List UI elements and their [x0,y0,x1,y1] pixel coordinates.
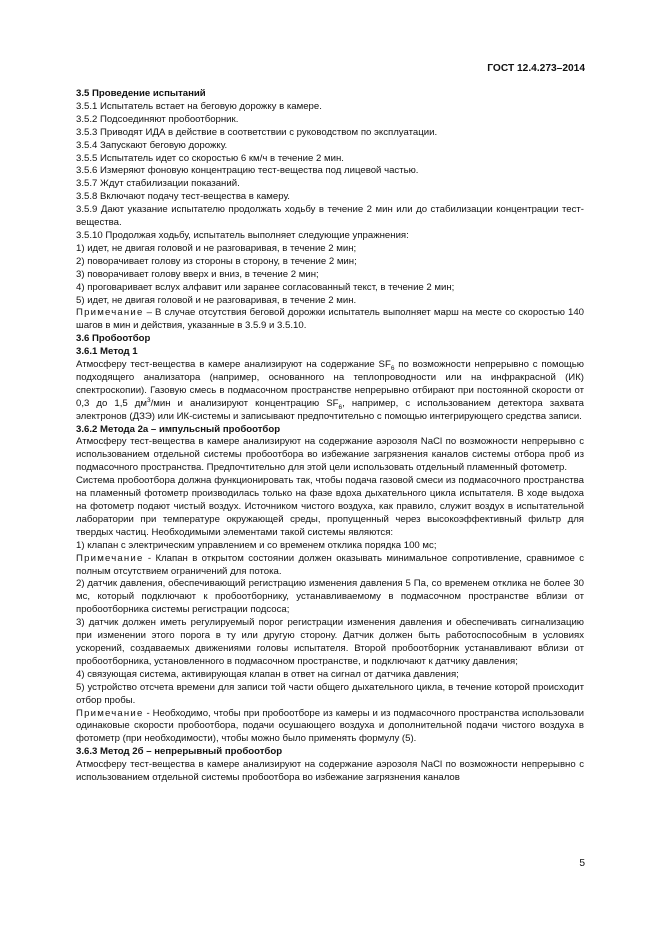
text-run: по возможности непрерывно с помощью подходящего анализатора (например, основанного на теплопроводности или на инфракрасной (ИК) спектроскопии). Газовую смесь в подмасочном пространстве непрерывно отбирают при постоянной скорости от 0,3 до 1,5 дм [76,359,584,409]
method-2a-paragraph-2: Система пробоотбора должна функционировать так, чтобы подача газовой смеси из подмасочного пространства на пламенный фотометр производилась только на фазе вдоха дыхательного цикла испытателя. В ходе выдоха на фотометр подают чистый воздух. Источником чистого воздуха, как правило, служит воздух в испытательной лаборатории при температуре окружающей среды, пропущенный через высокоэффективный фильтр для твердых частиц. Необходимыми элементами такой системы являются: [76,475,584,538]
clause-3-5-1: 3.5.1 Испытатель встает на беговую дорожку в камере. [76,100,322,112]
note-sampling-rates [76,708,584,747]
method-2a-heading: 3.6.2 Метода 2а – импульсный пробоотбор [76,423,281,435]
subscript: 6 [338,403,343,411]
system-element-1: 1) клапан с электрическим управлением и со временем отклика порядка 100 мс; [76,539,437,551]
method-1-heading: 3.6.1 Метод 1 [76,346,138,358]
text-run: Атмосферу тест-вещества в камере анализируют на содержание SF [76,359,391,371]
text-run: /мин и анализируют концентрацию SF [150,397,339,409]
system-element-5: 5) устройство отсчета времени для записи той части общего дыхательного цикла, в течение которой происходит отбор пробы. [76,681,584,706]
system-element-4: 4) связующая система, активирующая клапан в ответ на сигнал от датчика давления; [76,668,459,680]
method-2a-paragraph-1: Атмосферу тест-вещества в камере анализируют на содержание аэрозоля NaCl по возможности непрерывно с использованием отдельной системы пробоотбора во избежание загрязнения каналов системы отбора проб из подмасочного пространства. Предпочтительно для этой цели использовать отдельный пламенный фотометр. [76,436,584,474]
page-content [76,88,584,785]
method-2b-heading: 3.6.3 Метод 2б – непрерывный пробоотбор [76,746,283,758]
page-number: 5 [579,858,585,869]
exercise-item: 2) поворачивает голову из стороны в сторону, в течение 2 мин; [76,255,357,267]
clause-3-5-8: 3.5.8 Включают подачу тест-вещества в камеру. [76,191,290,203]
note-text: – В случае отсутствия беговой дорожки испытатель выполняет марш на месте со скоростью 140 шагов в мин и действия, указанные в 3.5.9 и 3.5.10. [76,307,584,332]
clause-3-5-10: 3.5.10 Продолжая ходьбу, испытатель выполняет следующие упражнения: [76,229,409,241]
section-3-5-heading: 3.5 Проведение испытаний [76,88,206,99]
standard-designation: ГОСТ 12.4.273–2014 [487,63,585,74]
note-3-5 [76,307,584,333]
exercise-item: 1) идет, не двигая головой и не разговаривая, в течение 2 мин; [76,242,357,254]
system-element-3: 3) датчик должен иметь регулируемый порог регистрации изменения давления и обеспечивать сигнализацию при изменении этого порога в ту или другую сторону. Датчик должен быть работоспособным в условиях ускорений, создаваемых движениями головы испытателя. Второй пробоотборник устанавливают вблизи от пробоотборника, установленного в подмасочном пространстве, и подключают к датчику давления; [76,617,584,667]
system-element-2: 2) датчик давления, обеспечивающий регистрацию изменения давления 5 Па, со временем отклика не более 30 мс, который подключают к пробоотборнику, устанавливаемому в подмасочном пространстве вблизи от пробоотборника системы регистрации подсоса; [76,578,584,616]
exercise-item: 3) поворачивает голову вверх и вниз, в течение 2 мин; [76,268,319,280]
text-run: , например, с использованием детектора захвата электронов (ДЗЭ) или ИК-системы и записывают предпочтительно с помощью интегрирующего средства записи. [76,397,584,422]
exercise-item: 5) идет, не двигая головой и не разговаривая, в течение 2 мин. [76,294,357,306]
section-3-6-heading: 3.6 Пробоотбор [76,333,151,345]
note-label: Примечание [76,707,144,719]
subscript: 6 [390,364,395,372]
method-2b-paragraph-1: Атмосферу тест-вещества в камере анализируют на содержание аэрозоля NaCl по возможности непрерывно с использованием отдельной системы пробоотбора во избежание загрязнения каналов [76,759,584,784]
note-text: - Необходимо, чтобы при пробоотборе из камеры и из подмасочного пространства использовали одинаковые скорости пробоотбора, подачи осушающего воздуха и дополнительной подачи чистого воздуха в фотометр (при необходимости), чтобы можно было применять формулу (5). [76,707,584,745]
clause-3-5-3: 3.5.3 Приводят ИДА в действие в соответствии с руководством по эксплуатации. [76,126,438,138]
note-label: Примечание [76,552,144,564]
note-label: Примечание [76,307,144,319]
method-1-paragraph [76,359,584,424]
superscript: 3 [146,396,151,404]
clause-3-5-5: 3.5.5 Испытатель идет со скоростью 6 км/ч в течение 2 мин. [76,152,344,164]
exercise-item: 4) проговаривает вслух алфавит или заранее согласованный текст, в течение 2 мин; [76,281,455,293]
clause-3-5-7: 3.5.7 Ждут стабилизации показаний. [76,178,240,190]
clause-3-5-6: 3.5.6 Измеряют фоновую концентрацию тест-вещества под лицевой частью. [76,165,419,177]
clause-3-5-2: 3.5.2 Подсоединяют пробоотборник. [76,113,239,125]
clause-3-5-4: 3.5.4 Запускают беговую дорожку. [76,139,228,151]
note-valve [76,553,584,579]
note-text: - Клапан в открытом состоянии должен оказывать минимальное сопротивление, сравнимое с полным отсутствием ограничений для потока. [76,552,584,577]
clause-3-5-9: 3.5.9 Дают указание испытателю продолжать ходьбу в течение 2 мин или до стабилизации концентрации тест-вещества. [76,204,584,229]
